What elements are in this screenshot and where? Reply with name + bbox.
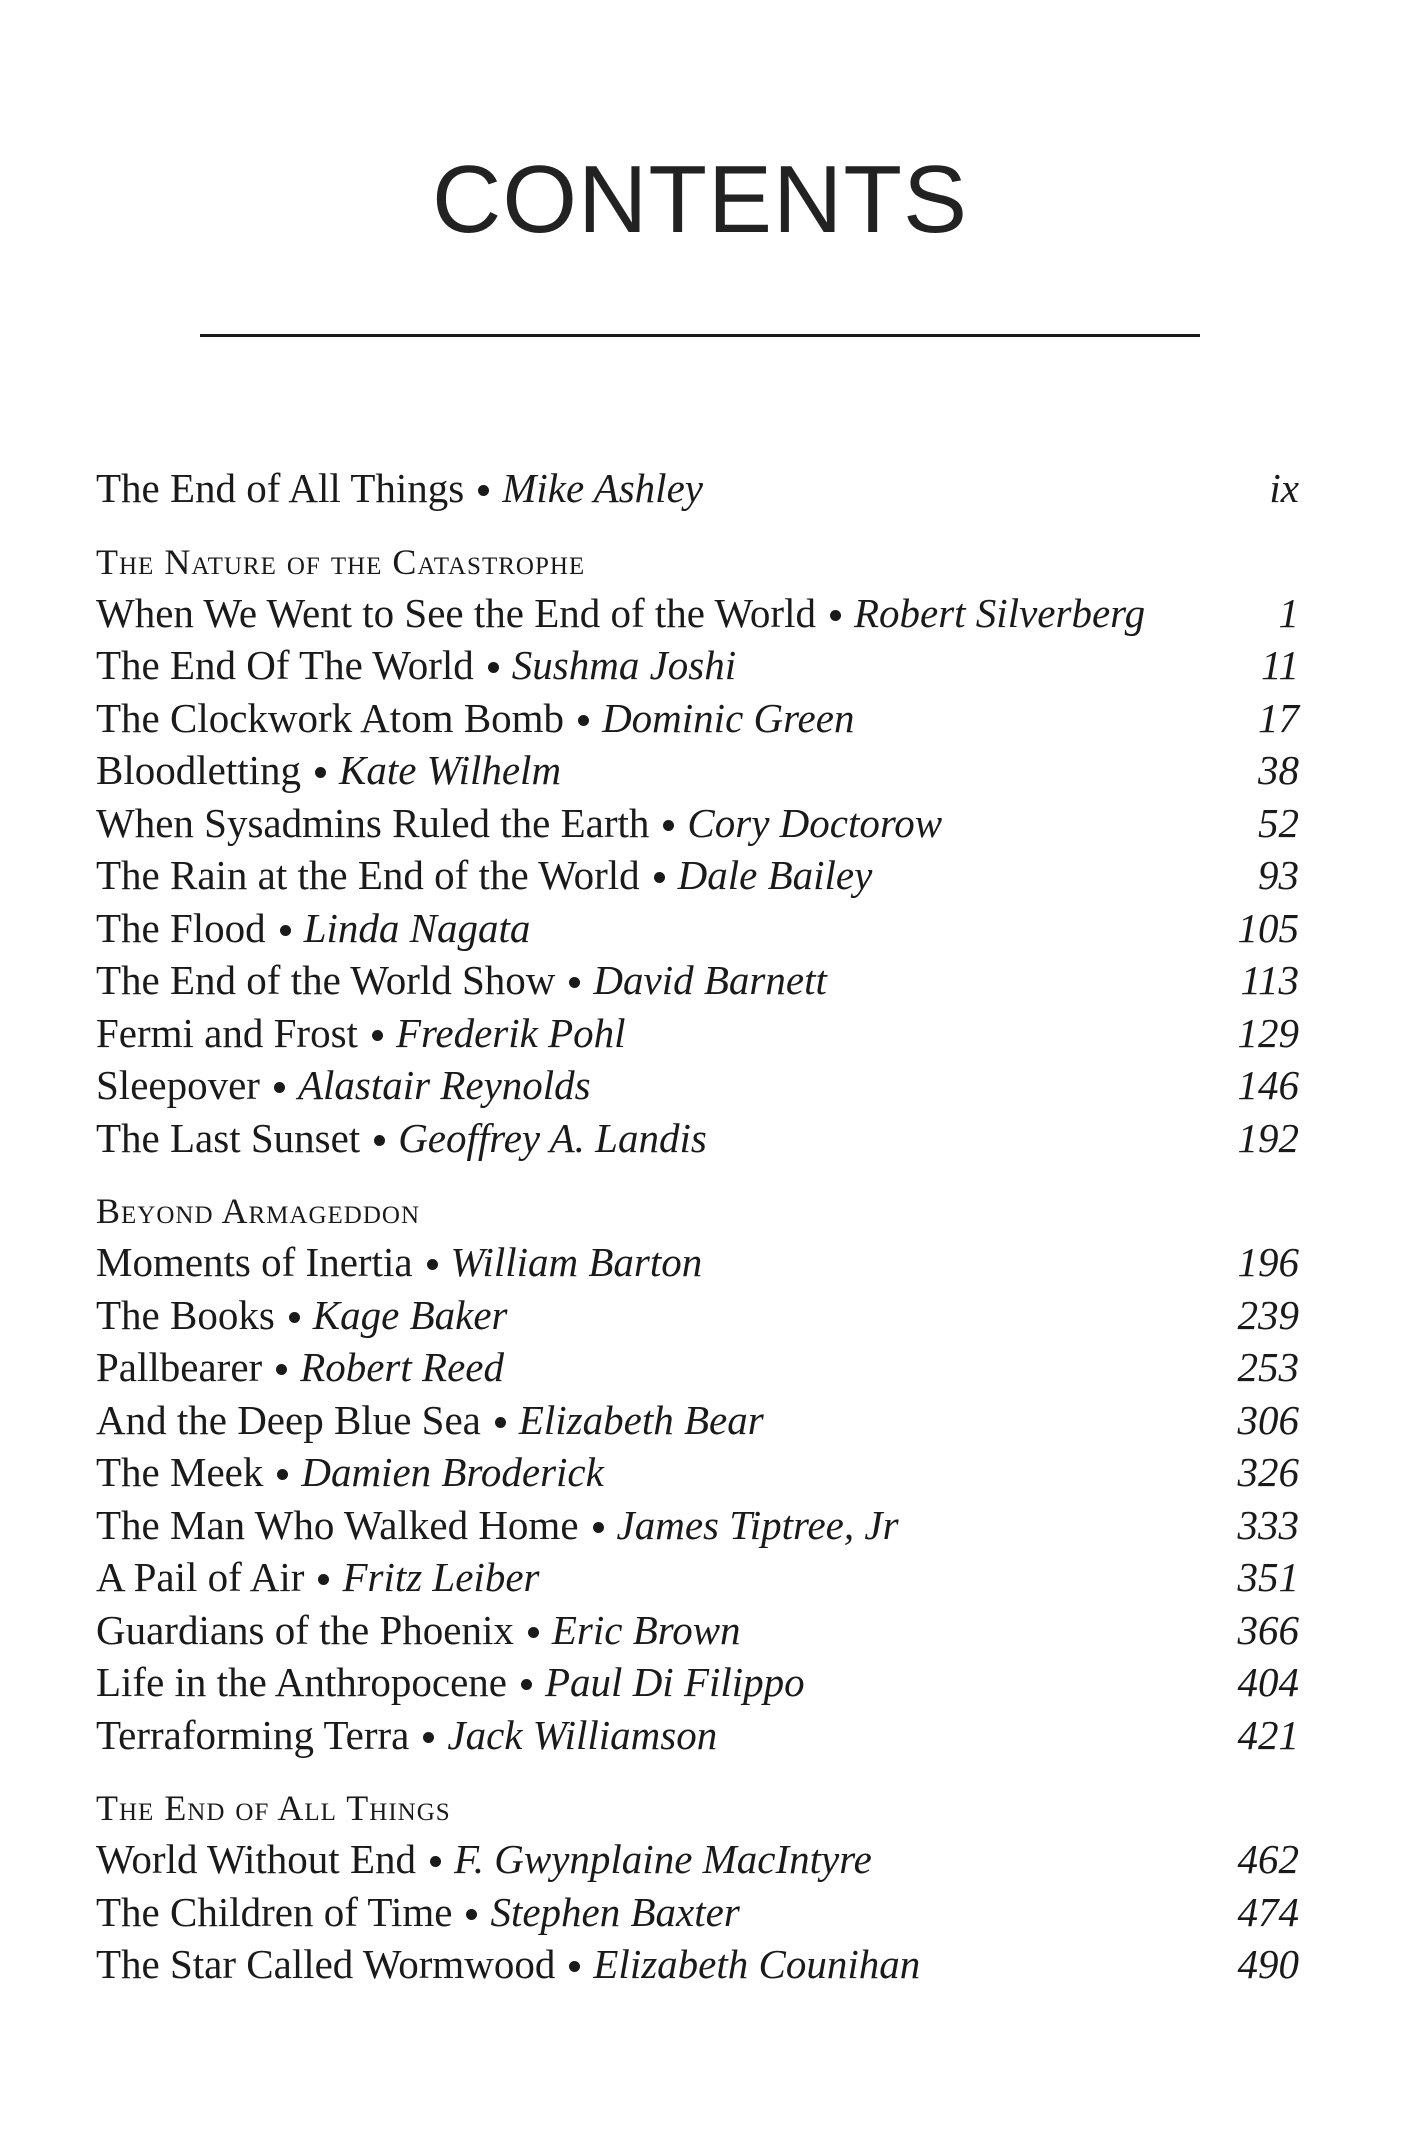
toc-entry[interactable] <box>96 1289 1299 1342</box>
page-number: 38 <box>1258 747 1299 793</box>
page-number: 421 <box>1237 1711 1299 1758</box>
section-heading-catastrophe: The Nature of the Catastrophe <box>96 541 586 582</box>
story-title: Terraforming Terra <box>96 1711 410 1758</box>
bullet-icon <box>315 767 326 778</box>
author-name: Eric Brown <box>551 1606 741 1653</box>
section-heading-end-of-all-things: The End of All Things <box>96 1788 451 1828</box>
bullet-icon <box>289 1312 300 1323</box>
bullet-icon <box>495 1417 506 1428</box>
page-number: 196 <box>1237 1239 1299 1285</box>
toc-entry[interactable] <box>96 1604 1299 1657</box>
author-name: Linda Nagata <box>303 904 531 951</box>
title-divider <box>200 334 1200 337</box>
story-title: The Flood <box>96 904 266 951</box>
bullet-icon <box>654 872 665 883</box>
story-title: Guardians of the Phoenix <box>96 1606 514 1653</box>
section-heading-armageddon: Beyond Armageddon <box>96 1191 421 1231</box>
story-title: The Books <box>96 1291 275 1338</box>
toc-entry[interactable] <box>96 1709 1299 1762</box>
story-title: Pallbearer <box>96 1344 263 1390</box>
author-name: William Barton <box>450 1239 703 1285</box>
page-number: 351 <box>1237 1554 1299 1600</box>
bullet-icon <box>578 715 589 726</box>
toc-entry[interactable] <box>96 1551 1299 1604</box>
story-title: The Star Called Wormwood <box>96 1941 556 1987</box>
page-number: 462 <box>1237 1836 1299 1882</box>
story-title: The Meek <box>96 1449 264 1495</box>
bullet-icon <box>280 925 291 936</box>
bullet-icon <box>569 1961 580 1972</box>
bullet-icon <box>528 1627 539 1638</box>
bullet-icon <box>488 662 499 673</box>
page-number: 306 <box>1237 1396 1299 1443</box>
story-title: Fermi and Frost <box>96 1009 358 1056</box>
bullet-icon <box>277 1469 288 1480</box>
story-title: Life in the Anthropocene <box>96 1659 508 1705</box>
author-name: Robert Reed <box>300 1344 504 1390</box>
page-number: 146 <box>1237 1062 1299 1108</box>
toc-entry[interactable] <box>96 1833 1299 1886</box>
story-title: The End of the World Show <box>96 957 556 1003</box>
page-number: 326 <box>1237 1449 1299 1495</box>
story-title: The End Of The World <box>96 642 474 688</box>
toc-entry[interactable] <box>96 1341 1299 1394</box>
toc-entry[interactable] <box>96 1007 1299 1060</box>
toc-entry[interactable] <box>96 1059 1299 1112</box>
page-number: 253 <box>1237 1344 1299 1390</box>
toc-entry[interactable] <box>96 954 1299 1007</box>
author-name: Dale Bailey <box>677 852 873 898</box>
bullet-icon <box>318 1574 329 1585</box>
toc-entry[interactable] <box>96 587 1299 640</box>
story-title: A Pail of Air <box>96 1554 305 1600</box>
page-number: 474 <box>1237 1888 1299 1935</box>
author-name: James Tiptree, Jr <box>616 1501 899 1548</box>
story-title: And the Deep Blue Sea <box>96 1396 481 1443</box>
page-number: 1 <box>1278 589 1299 636</box>
author-name: Elizabeth Bear <box>518 1396 764 1443</box>
story-title: The Clockwork Atom Bomb <box>96 694 565 741</box>
page-title: CONTENTS <box>432 146 968 253</box>
bullet-icon <box>478 485 489 496</box>
toc-entry[interactable] <box>96 1236 1299 1289</box>
toc-entry[interactable] <box>96 744 1299 797</box>
author-name: Kate Wilhelm <box>339 747 562 793</box>
toc-entry[interactable] <box>96 692 1299 745</box>
toc-entry-intro[interactable] <box>96 462 1299 515</box>
author-name: Geoffrey A. Landis <box>398 1114 707 1161</box>
page-number: 192 <box>1237 1114 1299 1161</box>
page-number: 105 <box>1237 904 1299 951</box>
toc-entry[interactable] <box>96 1938 1299 1991</box>
page-number: ix <box>1269 465 1299 511</box>
toc-entry[interactable] <box>96 1112 1299 1165</box>
author-name: Cory Doctorow <box>687 799 943 846</box>
author-name: Jack Williamson <box>447 1711 718 1758</box>
toc-entry[interactable] <box>96 797 1299 850</box>
story-title: The Last Sunset <box>96 1114 361 1161</box>
story-title: When We Went to See the End of the World <box>96 589 816 636</box>
bullet-icon <box>521 1679 532 1690</box>
page-number: 52 <box>1258 799 1299 846</box>
bullet-icon <box>427 1259 438 1270</box>
page-number: 11 <box>1261 642 1299 688</box>
author-name: Elizabeth Counihan <box>593 1941 921 1987</box>
story-title: World Without End <box>96 1836 416 1882</box>
toc-entry[interactable] <box>96 1886 1299 1939</box>
page-number: 333 <box>1237 1501 1299 1548</box>
story-title: The Rain at the End of the World <box>96 852 640 898</box>
toc-entry[interactable] <box>96 1499 1299 1552</box>
author-name: Paul Di Filippo <box>545 1659 805 1705</box>
bullet-icon <box>593 1522 604 1533</box>
toc-entry[interactable] <box>96 902 1299 955</box>
page-number: 129 <box>1237 1009 1299 1056</box>
author-name: Alastair Reynolds <box>297 1062 591 1108</box>
page-number: 239 <box>1237 1291 1299 1338</box>
page-number: 113 <box>1240 957 1299 1003</box>
story-title: The Man Who Walked Home <box>96 1501 579 1548</box>
story-title: Sleepover <box>96 1062 260 1108</box>
story-title: When Sysadmins Ruled the Earth <box>96 799 650 846</box>
author-name: Stephen Baxter <box>490 1888 740 1935</box>
page-number: 366 <box>1237 1606 1299 1653</box>
story-title: Moments of Inertia <box>96 1239 413 1285</box>
bullet-icon <box>276 1364 287 1375</box>
author-name: F. Gwynplaine MacIntyre <box>454 1836 872 1882</box>
toc-entry[interactable] <box>96 1656 1299 1709</box>
toc-entry[interactable] <box>96 1446 1299 1499</box>
toc-entry[interactable] <box>96 639 1299 692</box>
author-name: Dominic Green <box>602 694 855 741</box>
author-name: Fritz Leiber <box>342 1554 540 1600</box>
author-name: Frederik Pohl <box>395 1009 626 1056</box>
table-of-contents <box>96 462 1299 1991</box>
bullet-icon <box>372 1030 383 1041</box>
bullet-icon <box>430 1856 441 1867</box>
bullet-icon <box>374 1135 385 1146</box>
page-number: 93 <box>1258 852 1299 898</box>
page-number: 17 <box>1258 694 1299 741</box>
bullet-icon <box>423 1732 434 1743</box>
bullet-icon <box>663 820 674 831</box>
bullet-icon <box>274 1082 285 1093</box>
author-name: Robert Silverberg <box>853 589 1146 636</box>
author-name: David Barnett <box>593 957 827 1003</box>
author-name: Kage Baker <box>312 1291 508 1338</box>
author-name: Damien Broderick <box>301 1449 604 1495</box>
page-number: 404 <box>1237 1659 1299 1705</box>
story-title: The End of All Things <box>96 465 465 511</box>
toc-entry[interactable] <box>96 1394 1299 1447</box>
toc-entry[interactable] <box>96 849 1299 902</box>
bullet-icon <box>569 977 580 988</box>
bullet-icon <box>466 1909 477 1920</box>
author-name: Sushma Joshi <box>511 642 737 688</box>
page-number: 490 <box>1237 1941 1299 1987</box>
story-title: Bloodletting <box>96 747 301 793</box>
story-title: The Children of Time <box>96 1888 453 1935</box>
author-name: Mike Ashley <box>502 465 703 511</box>
bullet-icon <box>830 610 841 621</box>
